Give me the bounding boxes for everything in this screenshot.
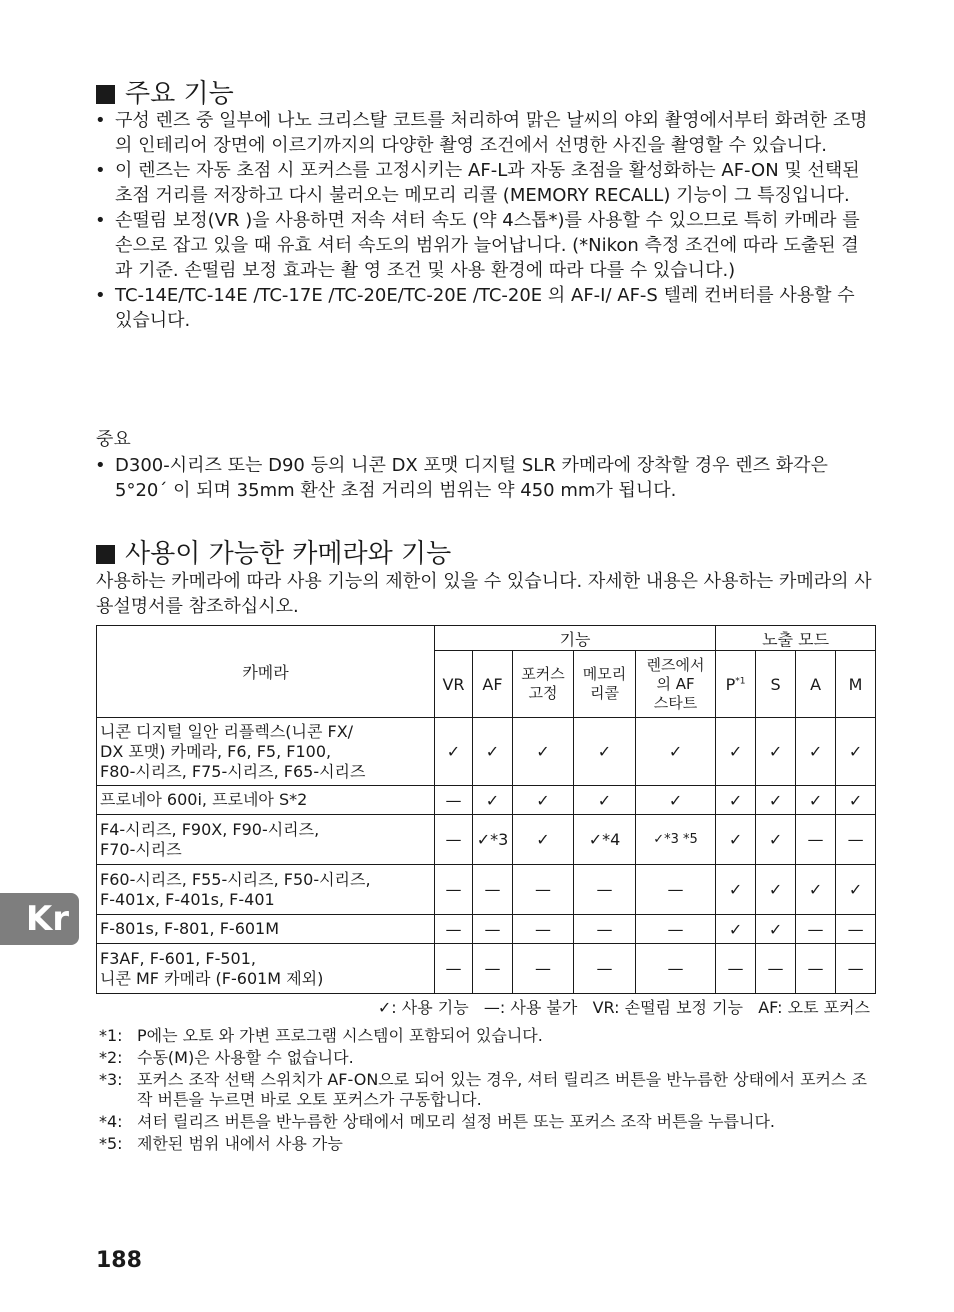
section-heading-compatible-cameras xyxy=(96,539,451,569)
header-line: 고정 xyxy=(528,684,558,702)
camera-cell xyxy=(97,915,435,944)
table-cell: — xyxy=(473,915,513,944)
language-tab: Kr xyxy=(0,893,79,945)
table-row xyxy=(97,786,876,815)
table-cell: ✓ xyxy=(756,815,796,865)
header-line: 스타트 xyxy=(653,693,698,712)
table-cell: ✓ xyxy=(796,718,836,786)
heading-text: 사용이 가능한 카메라와 기능 xyxy=(125,539,452,569)
footnote-item xyxy=(99,1070,874,1110)
table-row xyxy=(97,815,876,865)
table-cell: ✓ xyxy=(756,865,796,915)
af-header: AF xyxy=(473,651,513,718)
lens-af-start-header xyxy=(636,651,716,718)
footnote-text: P에는 오토 와 가변 프로그램 시스템이 포함되어 있습니다. xyxy=(137,1026,543,1045)
section-intro: 사용하는 카메라에 따라 사용 기능의 제한이 있을 수 있습니다. 자세한 내용은 사용하는 카메라의 사용설명서를 참조하십시오. xyxy=(96,571,872,617)
table-cell: ✓ xyxy=(513,718,574,786)
table-cell: — xyxy=(836,915,876,944)
list-item: • 손떨림 보정(VR )을 사용하면 저속 셔터 속도 (약 4스톱*)를 사용할 수 있으므로 특히 카메라 를 손으로 잡고 있을 때 유효 셔터 속도의 범위가 늘어납니다. (*Nikon 측정 조건에 따라 도출된 결과 기준. 손떨림 보정 효과는 촬 영 조건 및 사용 환경에 따라 다를 수 있습니다.) xyxy=(95,208,875,283)
table-cell: — xyxy=(473,865,513,915)
table-cell: ✓ xyxy=(574,786,636,815)
table-cell: — xyxy=(435,865,473,915)
footnote-item xyxy=(99,1134,874,1154)
table-cell: — xyxy=(473,944,513,994)
table-cell: — xyxy=(796,815,836,865)
table-row xyxy=(97,944,876,994)
footnote-mark: *1: xyxy=(99,1026,123,1045)
table-cell: ✓ xyxy=(796,786,836,815)
camera-line: F-401x, F-401s, F-401 xyxy=(100,889,275,909)
camera-cell xyxy=(97,944,435,994)
camera-line: 니콘 MF 카메라 (F-601M 제외) xyxy=(100,968,324,988)
compatibility-table xyxy=(96,625,876,994)
camera-line: 니콘 디지털 일안 리플렉스(니콘 FX/ xyxy=(100,721,354,741)
list-item: • 이 렌즈는 자동 초점 시 포커스를 고정시키는 AF-L과 자동 초점을 활성화하는 AF-ON 및 선택된 초점 거리를 저장하고 다시 불러오는 메모리 리콜 (MEMORY RECALL) 기능이 그 특징입니다. xyxy=(95,158,875,208)
table-cell: — xyxy=(636,915,716,944)
table-cell: ✓ xyxy=(716,786,756,815)
table-row xyxy=(97,718,876,786)
table-cell: ✓ xyxy=(473,718,513,786)
footnote-item xyxy=(99,1026,874,1046)
camera-cell xyxy=(97,786,435,815)
header-line: 포커스 xyxy=(521,665,565,683)
footnote-item xyxy=(99,1048,874,1068)
table-cell: — xyxy=(796,944,836,994)
table-cell: ✓ xyxy=(716,718,756,786)
important-label: 중요 xyxy=(96,429,131,450)
camera-cell xyxy=(97,815,435,865)
mode-a-header: A xyxy=(796,651,836,718)
footnote-text: 셔터 릴리즈 버튼을 반누름한 상태에서 메모리 설정 버튼 또는 포커스 조작 버튼을 누릅니다. xyxy=(137,1112,775,1131)
footnote-text: 제한된 범위 내에서 사용 가능 xyxy=(137,1134,343,1153)
table-cell: — xyxy=(796,915,836,944)
page-number: 188 xyxy=(96,1248,142,1273)
heading-text: 주요 기능 xyxy=(125,79,234,109)
square-bullet-icon xyxy=(96,545,115,564)
table-cell: ✓ xyxy=(796,865,836,915)
table-cell: — xyxy=(435,915,473,944)
footnote-mark: *4: xyxy=(99,1112,123,1131)
mode-s-header: S xyxy=(756,651,796,718)
square-bullet-icon xyxy=(96,85,115,104)
memory-recall-header xyxy=(574,651,636,718)
vr-header: VR xyxy=(435,651,473,718)
table-cell: ✓ xyxy=(836,865,876,915)
header-line: 의 AF xyxy=(656,674,695,693)
camera-header: 카메라 xyxy=(97,626,435,718)
table-cell: — xyxy=(513,865,574,915)
camera-cell xyxy=(97,865,435,915)
footnote-mark: *2: xyxy=(99,1048,123,1067)
table-cell: ✓ xyxy=(716,815,756,865)
table-cell: — xyxy=(756,944,796,994)
header-line: 메모리 xyxy=(582,665,627,683)
table-cell: — xyxy=(513,944,574,994)
mode-p-header xyxy=(716,651,756,718)
table-cell: — xyxy=(636,865,716,915)
footnote-text: 수동(M)은 사용할 수 없습니다. xyxy=(137,1048,354,1067)
table-cell: — xyxy=(836,815,876,865)
list-item: • D300-시리즈 또는 D90 등의 니콘 DX 포맷 디지털 SLR 카메라에 장착할 경우 렌즈 화각은 5°20´ 이 되며 35mm 환산 초점 거리의 범위는 약 450 mm가 됩니다. xyxy=(95,453,875,503)
list-item: • TC-14E/TC-14E /TC-17E /TC-20E/TC-20E /TC-20E 의 AF-I/ AF-S 텔레 컨버터를 사용할 수 있습니다. xyxy=(95,283,875,333)
section-heading-main-features xyxy=(96,79,234,109)
camera-line: F4-시리즈, F90X, F90-시리즈, xyxy=(100,819,320,839)
table-cell: ✓ xyxy=(435,718,473,786)
table-cell: ✓*4 xyxy=(574,815,636,865)
table-cell: ✓ xyxy=(636,718,716,786)
camera-cell xyxy=(97,718,435,786)
exposure-mode-group-header: 노출 모드 xyxy=(716,626,876,651)
camera-line: F3AF, F-601, F-501, xyxy=(100,948,256,968)
table-cell: ✓*3 *5 xyxy=(636,815,716,865)
table-cell: — xyxy=(435,786,473,815)
table-cell: — xyxy=(435,815,473,865)
table-cell: — xyxy=(435,944,473,994)
focus-lock-header xyxy=(513,651,574,718)
camera-line: 프로네아 600i, 프로네아 S*2 xyxy=(100,790,308,809)
header-text: P xyxy=(725,674,736,694)
table-cell: ✓*3 xyxy=(473,815,513,865)
table-header-row xyxy=(97,626,876,651)
table-cell: — xyxy=(636,944,716,994)
list-item: • 구성 렌즈 중 일부에 나노 크리스탈 코트를 처리하여 맑은 날씨의 야외 촬영에서부터 화려한 조명의 인테리어 장면에 이르기까지의 다양한 촬영 조건에서 선명한 사진을 촬영할 수 있습니다. xyxy=(95,108,875,158)
table-cell: ✓ xyxy=(756,718,796,786)
mode-m-header: M xyxy=(836,651,876,718)
table-cell: ✓ xyxy=(513,786,574,815)
header-line: 렌즈에서 xyxy=(646,655,705,674)
footnote-item xyxy=(99,1112,874,1132)
footnote-mark: *5: xyxy=(99,1134,123,1153)
camera-line: F-801s, F-801, F-601M xyxy=(100,919,280,938)
table-cell: — xyxy=(574,865,636,915)
camera-line: F70-시리즈 xyxy=(100,839,182,859)
table-cell: — xyxy=(716,944,756,994)
footnote-text: 포커스 조작 선택 스위치가 AF-ON으로 되어 있는 경우, 셔터 릴리즈 버튼을 반누름한 상태에서 포커스 조작 버튼을 누르면 바로 오토 포커스가 구동합니다. xyxy=(137,1070,868,1109)
table-legend: ✓: 사용 기능 —: 사용 불가 VR: 손떨림 보정 기능 AF: 오토 포커스 xyxy=(377,998,870,1017)
footnote-mark: *1 xyxy=(735,676,746,687)
table-cell: ✓ xyxy=(836,786,876,815)
table-cell: ✓ xyxy=(756,915,796,944)
header-line: 리콜 xyxy=(590,684,619,702)
table-cell: ✓ xyxy=(836,718,876,786)
important-list xyxy=(95,453,875,503)
table-cell: ✓ xyxy=(716,865,756,915)
footnotes xyxy=(99,1026,874,1156)
camera-line: F80-시리즈, F75-시리즈, F65-시리즈 xyxy=(100,761,366,781)
camera-line: F60-시리즈, F55-시리즈, F50-시리즈, xyxy=(100,869,371,889)
table-cell: — xyxy=(574,915,636,944)
camera-line: DX 포맷) 카메라, F6, F5, F100, xyxy=(100,741,332,761)
table-cell: ✓ xyxy=(756,786,796,815)
table-row xyxy=(97,915,876,944)
table-cell: ✓ xyxy=(716,915,756,944)
function-group-header: 기능 xyxy=(435,626,716,651)
footnote-mark: *3: xyxy=(99,1070,123,1089)
table-cell: — xyxy=(574,944,636,994)
features-list xyxy=(95,108,875,333)
table-row xyxy=(97,865,876,915)
table-cell: — xyxy=(836,944,876,994)
table-cell: — xyxy=(513,915,574,944)
table-cell: ✓ xyxy=(574,718,636,786)
table-cell: ✓ xyxy=(513,815,574,865)
table-cell: ✓ xyxy=(636,786,716,815)
table-cell: ✓ xyxy=(473,786,513,815)
